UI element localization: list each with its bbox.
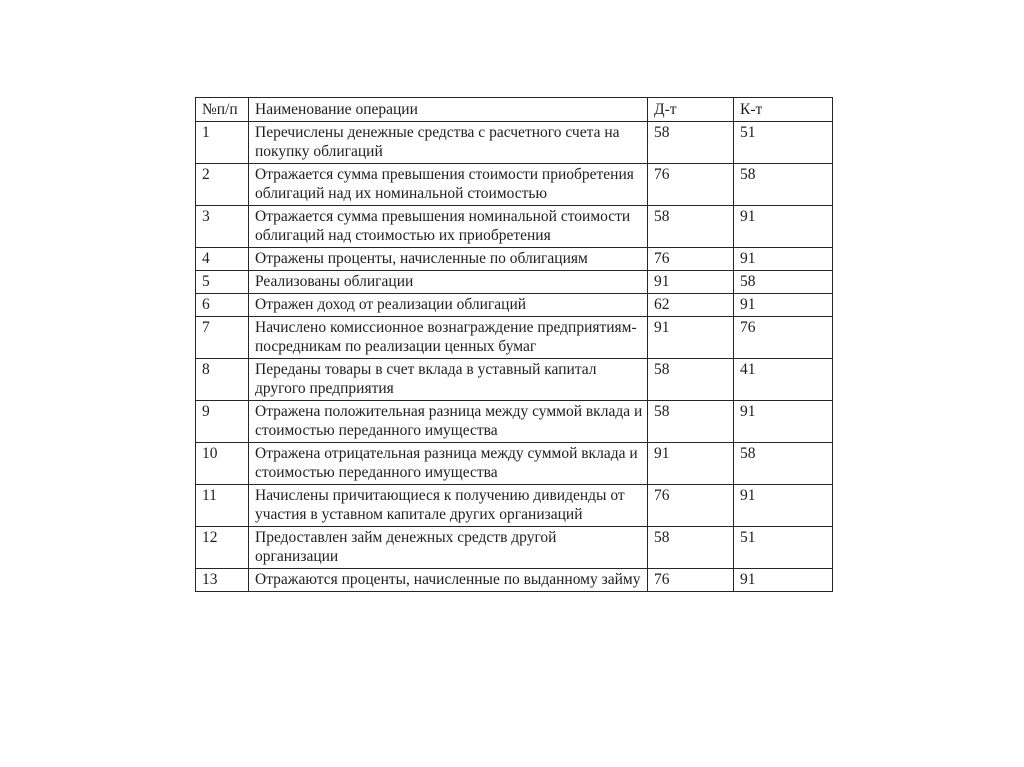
table-row [196, 443, 833, 485]
row-credit: 91 [734, 485, 833, 527]
row-operation-name: Предоставлен займ денежных средств другой организации [249, 527, 648, 569]
row-operation-name: Перечислены денежные средства с расчетного счета на покупку облигаций [249, 122, 648, 164]
row-debit: 76 [648, 248, 734, 271]
row-operation-name: Начислено комиссионное вознаграждение предприятиям-посредникам по реализации ценных бумаг [249, 317, 648, 359]
table-row [196, 317, 833, 359]
row-num: 10 [196, 443, 249, 485]
row-operation-name: Отражается сумма превышения стоимости приобретения облигаций над их номинальной стоимостью [249, 164, 648, 206]
row-debit: 76 [648, 485, 734, 527]
row-credit: 91 [734, 569, 833, 592]
row-operation-name: Отражена отрицательная разница между суммой вклада и стоимостью переданного имущества [249, 443, 648, 485]
row-operation-name: Отражены проценты, начисленные по облигациям [249, 248, 648, 271]
row-debit: 62 [648, 294, 734, 317]
row-credit: 91 [734, 401, 833, 443]
table-header-row [196, 98, 833, 122]
row-num: 7 [196, 317, 249, 359]
row-num: 5 [196, 271, 249, 294]
row-num: 8 [196, 359, 249, 401]
table-row [196, 122, 833, 164]
row-credit: 41 [734, 359, 833, 401]
row-credit: 58 [734, 443, 833, 485]
row-num: 12 [196, 527, 249, 569]
row-operation-name: Отражается сумма превышения номинальной стоимости облигаций над стоимостью их приобретения [249, 206, 648, 248]
row-debit: 91 [648, 317, 734, 359]
table-row [196, 359, 833, 401]
row-debit: 58 [648, 401, 734, 443]
row-num: 3 [196, 206, 249, 248]
row-credit: 91 [734, 206, 833, 248]
header-num: №п/п [196, 98, 249, 122]
row-operation-name: Переданы товары в счет вклада в уставный капитал другого предприятия [249, 359, 648, 401]
table-row [196, 271, 833, 294]
row-credit: 91 [734, 294, 833, 317]
row-num: 6 [196, 294, 249, 317]
table-row [196, 294, 833, 317]
row-credit: 76 [734, 317, 833, 359]
table-row [196, 206, 833, 248]
row-debit: 58 [648, 359, 734, 401]
row-credit: 91 [734, 248, 833, 271]
operations-table [195, 97, 833, 592]
table-row [196, 401, 833, 443]
row-num: 1 [196, 122, 249, 164]
header-operation-name: Наименование операции [249, 98, 648, 122]
table-row [196, 164, 833, 206]
row-debit: 58 [648, 527, 734, 569]
table-row [196, 248, 833, 271]
row-operation-name: Реализованы облигации [249, 271, 648, 294]
row-num: 9 [196, 401, 249, 443]
row-debit: 91 [648, 443, 734, 485]
row-credit: 58 [734, 271, 833, 294]
header-credit: К-т [734, 98, 833, 122]
row-debit: 76 [648, 569, 734, 592]
row-credit: 51 [734, 527, 833, 569]
row-debit: 58 [648, 206, 734, 248]
row-debit: 91 [648, 271, 734, 294]
row-operation-name: Отражен доход от реализации облигаций [249, 294, 648, 317]
row-num: 2 [196, 164, 249, 206]
table-row [196, 485, 833, 527]
table-row [196, 569, 833, 592]
row-debit: 76 [648, 164, 734, 206]
row-operation-name: Начислены причитающиеся к получению дивиденды от участия в уставном капитале других организаций [249, 485, 648, 527]
row-debit: 58 [648, 122, 734, 164]
row-credit: 51 [734, 122, 833, 164]
header-debit: Д-т [648, 98, 734, 122]
row-num: 4 [196, 248, 249, 271]
row-operation-name: Отражаются проценты, начисленные по выданному займу [249, 569, 648, 592]
row-credit: 58 [734, 164, 833, 206]
row-num: 11 [196, 485, 249, 527]
row-num: 13 [196, 569, 249, 592]
row-operation-name: Отражена положительная разница между суммой вклада и стоимостью переданного имущества [249, 401, 648, 443]
table-row [196, 527, 833, 569]
